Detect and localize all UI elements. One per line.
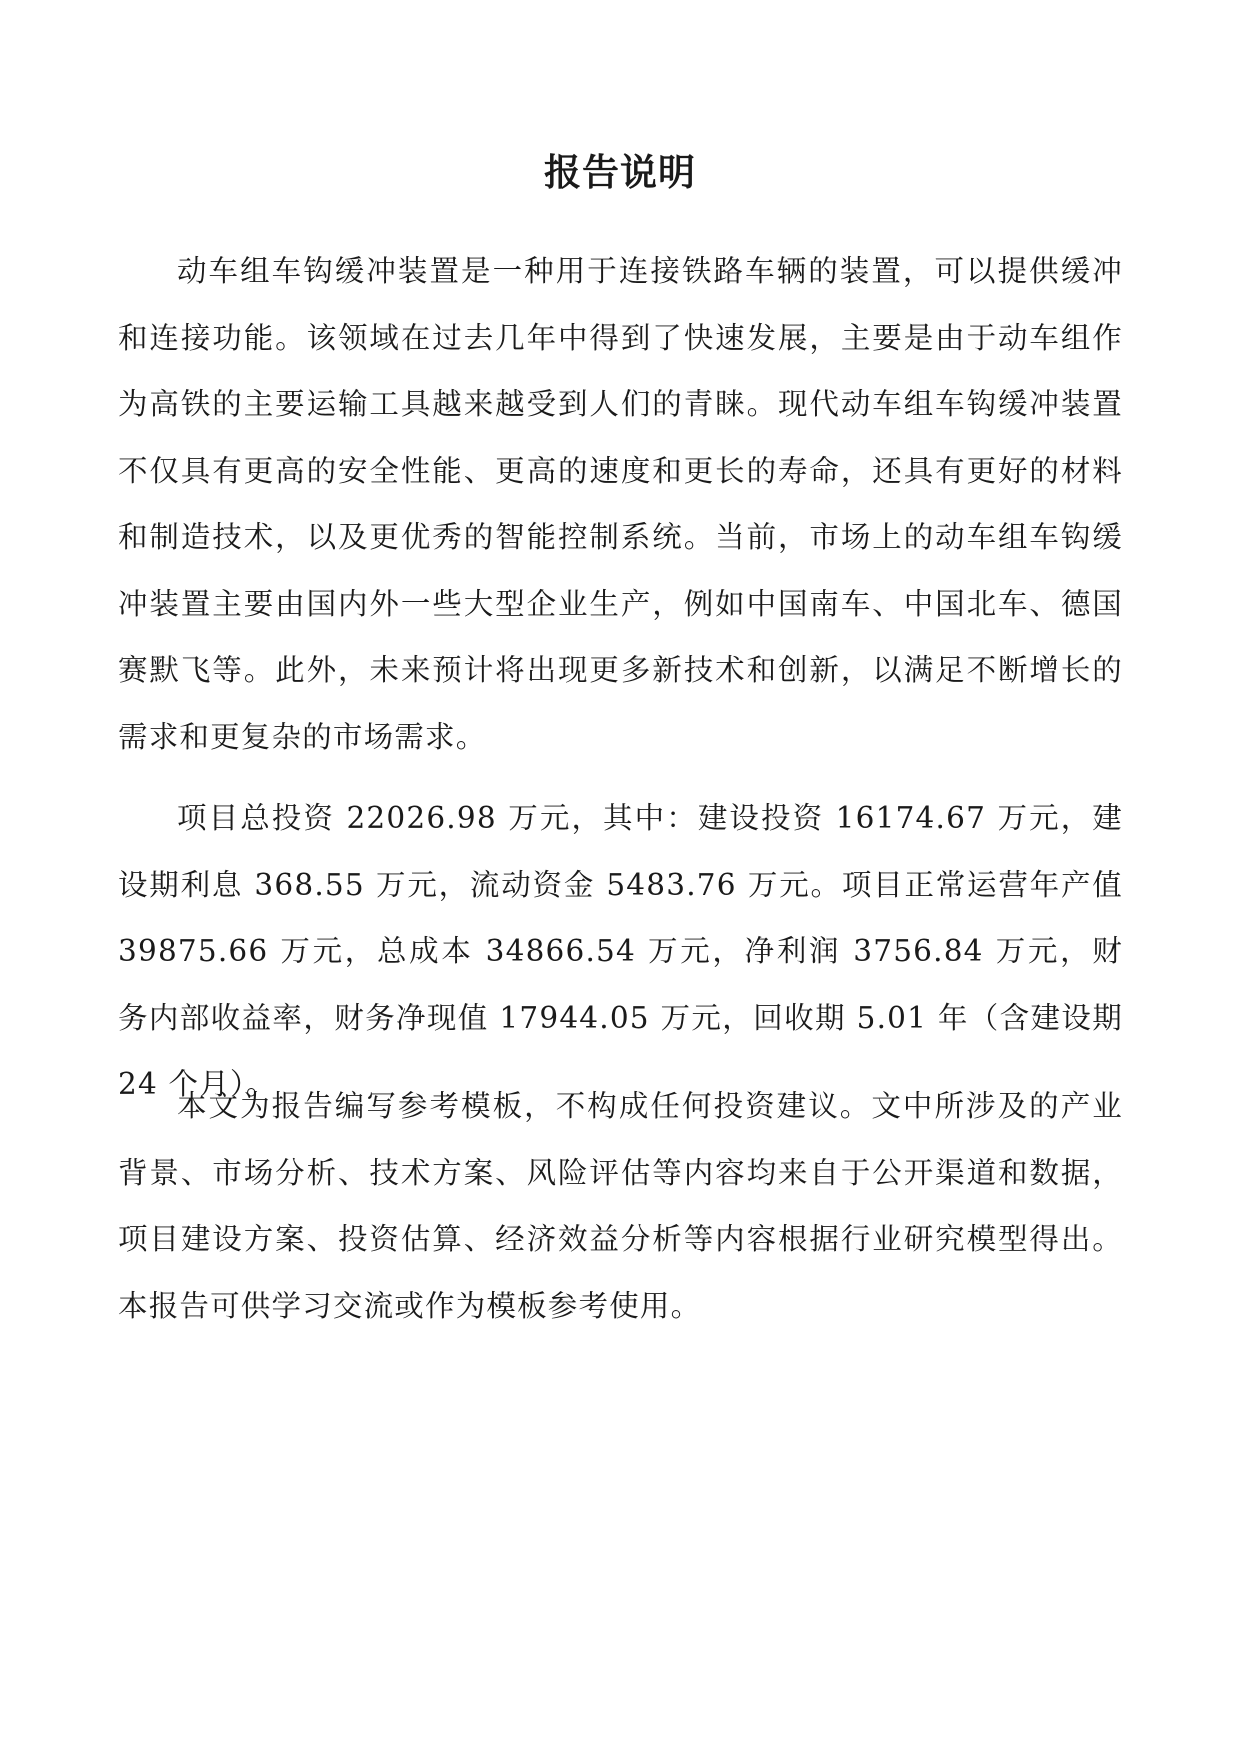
paragraph-investment-summary: 项目总投资 22026.98 万元，其中：建设投资 16174.67 万元，建设期利息 368.55 万元，流动资金 5483.76 万元。项目正常运营年产值 39875.66 万元，总成本 34866.54 万元，净利润 3756.84 万元，财务内部收益率，财务净现值 17944.05 万元，回收期 5.01 年（含建设期 24 个月）。 <box>118 801 1123 1101</box>
paragraph-disclaimer: 本文为报告编写参考模板，不构成任何投资建议。文中所涉及的产业背景、市场分析、技术方案、风险评估等内容均来自于公开渠道和数据，项目建设方案、投资估算、经济效益分析等内容根据行业研究模型得出。本报告可供学习交流或作为模板参考使用。 <box>118 1089 1123 1323</box>
paragraph-product-overview: 动车组车钩缓冲装置是一种用于连接铁路车辆的装置，可以提供缓冲和连接功能。该领域在过去几年中得到了快速发展，主要是由于动车组作为高铁的主要运输工具越来越受到人们的青睐。现代动车组车钩缓冲装置不仅具有更高的安全性能、更高的速度和更长的寿命，还具有更好的材料和制造技术，以及更优秀的智能控制系统。当前，市场上的动车组车钩缓冲装置主要由国内外一些大型企业生产，例如中国南车、中国北车、德国赛默飞等。此外，未来预计将出现更多新技术和创新，以满足不断增长的需求和更复杂的市场需求。 <box>118 254 1123 754</box>
page-title: 报告说明 <box>544 151 696 194</box>
